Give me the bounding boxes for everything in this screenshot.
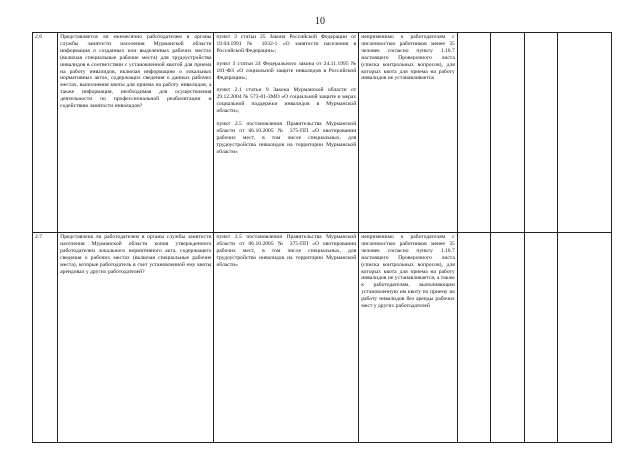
legal-reference: пункт 2.5 постановления Правительства Мурманской области от 06.10.2005 № 375-ПП «О квотировании рабочих мест, в том числе специальных, для трудоустройства инвалидов на территории Мурманской области» (216, 121, 357, 155)
legal-reference-cell (214, 33, 359, 233)
table-row (33, 233, 612, 443)
question-cell: Представляется ли ежемесячно работодателем в органы службы занятости населения Мурманской области информация о созданных или выделенных рабочих местах (включая специальные рабочие места) для трудоустройства инвалидов в соответствии с установленной квотой для приема на работу инвалидов, включая информацию о локальных нормативных актах, содержащих сведения о данных рабочих местах, выполнения квоты для приема на работу инвалидов, а также информация, необходимая для осуществления деятельности по профессиональной реабилитации и содействию занятости инвалидов? (58, 33, 214, 233)
table-row (33, 33, 612, 233)
checklist-table (32, 32, 612, 443)
legal-reference-cell (214, 233, 359, 443)
legal-reference: пункт 3 статьи 24 Федерального закона от 24.11.1995 № 181-ФЗ «О социальной защите инвалидов в Российской Федерации»; (216, 60, 357, 81)
answer-cell-yes (457, 233, 491, 443)
answer-cell-no (491, 33, 525, 233)
applicability-cell: неприменимо к работодателям с численностью работников менее 35 человек согласно пункту 1.10.7 настоящего Проверочного листа (списка контрольных вопросов), для которых квота для приема на работу инвалидов не устанавливается (359, 33, 458, 233)
legal-reference: пункт 2.5 постановления Правительства Мурманской области от 06.10.2005 № 375-ПП «О квотировании рабочих мест, в том числе специальных, для трудоустройства инвалидов на территории Мурманской области» (216, 234, 357, 268)
legal-reference: пункт 2.1 статьи 9 Закона Мурманской области от 29.12.2004 № 573-01-ЗМО «О социальной защите и мерах социальной поддержки инвалидов в Мурманской области»; (216, 87, 357, 115)
note-cell (558, 233, 612, 443)
answer-cell-na (524, 233, 558, 443)
question-cell: Представлена ли работодателем в органы службы занятости населения Мурманской области копия утвержденного работодателем локального нормативного акта, содержащего сведения о рабочих местах (включая специальные рабочие места), которые работодатель в счет установленной ему квоты арендовал у других работодателей? (58, 233, 214, 443)
item-number: 2.7 (33, 233, 58, 443)
note-cell (558, 33, 612, 233)
answer-cell-yes (457, 33, 491, 233)
applicability-cell: неприменимо к работодателям с численностью работников менее 35 человек согласно пункту 1.10.7 настоящего Проверочного листа (списка контрольных вопросов), для которых квота для приема на работу инвалидов не устанавливается, а также к работодателям, выполняющим установленную им квоту по приему на работу инвалидов без аренды рабочих мест у других работодателей (359, 233, 458, 443)
answer-cell-na (524, 33, 558, 233)
legal-reference: пункт 3 статьи 25 Закона Российской Федерации от 19.04.1991 № 1032-1 «О занятости населения в Российской Федерации»; (216, 34, 357, 54)
answer-cell-no (491, 233, 525, 443)
item-number: 2.6 (33, 33, 58, 233)
page-number: 10 (315, 16, 325, 27)
